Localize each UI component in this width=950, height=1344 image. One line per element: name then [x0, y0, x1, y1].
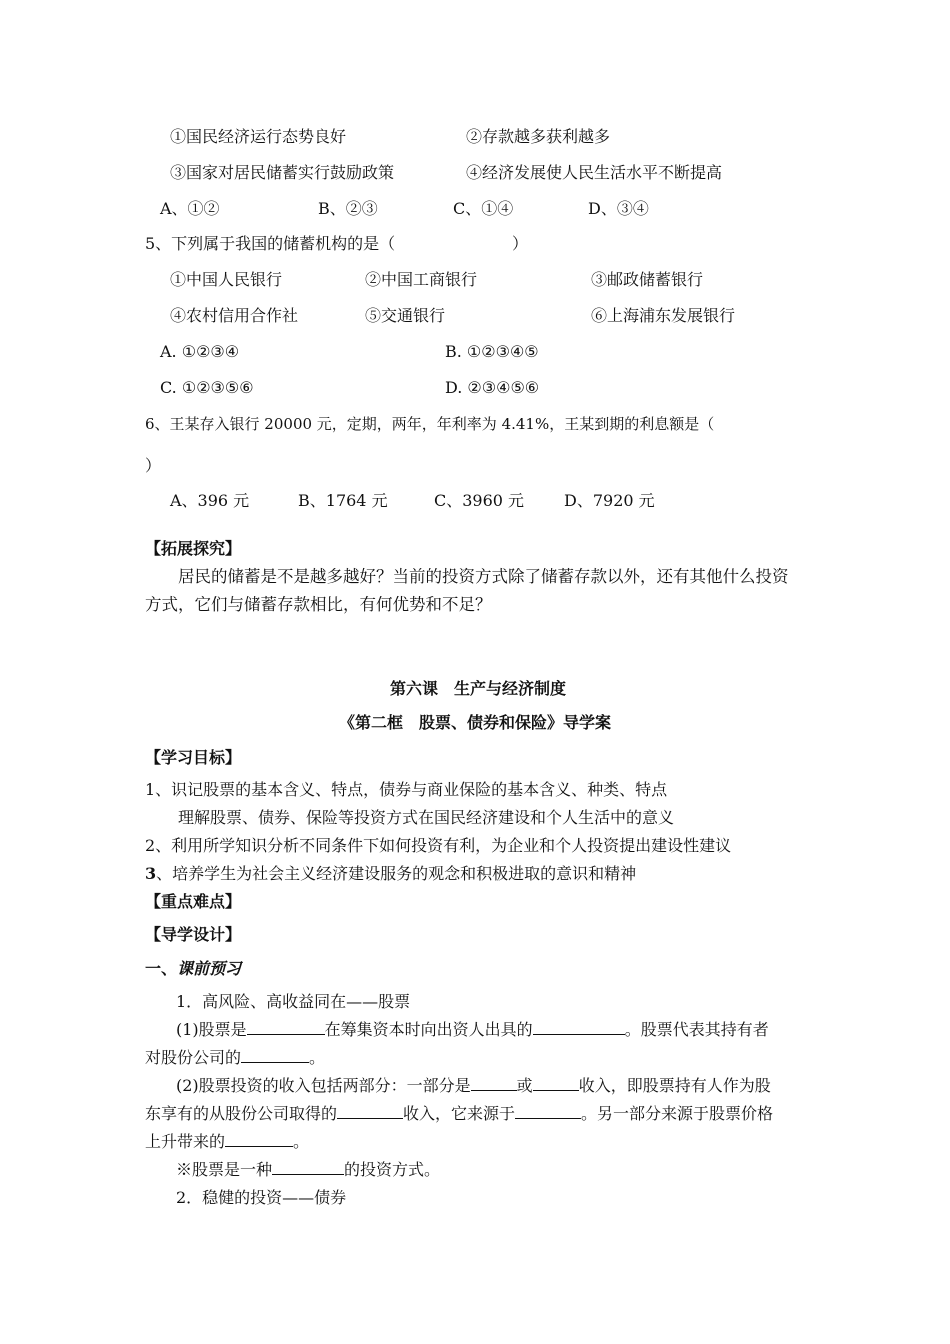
- stock-note: [176, 1159, 440, 1181]
- stock-income-line3: [145, 1131, 309, 1153]
- key-points-heading: 【重点难点】: [145, 892, 242, 911]
- preview-heading-text: 课前预习: [177, 959, 242, 978]
- q4-option-4: ④经济发展使人民生活水平不断提高: [466, 163, 723, 182]
- q5-option-2: ②中国工商银行: [365, 270, 478, 289]
- design-heading: 【导学设计】: [145, 925, 242, 944]
- text-segment: 对股份公司的: [145, 1048, 242, 1067]
- stock-income-line2: [145, 1103, 773, 1125]
- text-segment: ※股票是一种: [176, 1160, 273, 1179]
- q5-option-6: ⑥上海浦东发展银行: [591, 306, 736, 325]
- goal-item-1: 1、识记股票的基本含义、特点，债券与商业保险的基本含义、种类、特点: [145, 780, 668, 799]
- blank-dividend[interactable]: [471, 1075, 517, 1091]
- q6-choice-d: D、7920 元: [564, 491, 655, 510]
- explore-heading: 【拓展探究】: [145, 539, 242, 558]
- blank-income-type[interactable]: [337, 1103, 403, 1119]
- q5-choice-c: C. ①②③⑤⑥: [160, 378, 254, 397]
- text-segment: 。股票代表其持有者: [624, 1020, 769, 1039]
- blank-income-source[interactable]: [515, 1103, 581, 1119]
- preview-heading-number: 一、: [145, 959, 178, 978]
- explore-text-line2: 方式，它们与储蓄存款相比，有何优势和不足？: [145, 595, 492, 614]
- text-segment: 。: [293, 1132, 310, 1151]
- q5-option-4: ④农村信用合作社: [170, 306, 299, 325]
- q4-choice-d: D、③④: [588, 199, 649, 218]
- q6-choice-c: C、3960 元: [434, 491, 525, 510]
- text-segment: 在筹集资本时向出资人出具的: [324, 1020, 533, 1039]
- q5-option-5: ⑤交通银行: [365, 306, 446, 325]
- stock-section-title: 1．高风险、高收益同在——股票: [176, 992, 411, 1011]
- bond-section-title: 2．稳健的投资——债券: [176, 1188, 347, 1207]
- text-segment: 收入，即股票持有人作为股: [578, 1076, 771, 1095]
- blank-ownership[interactable]: [241, 1047, 309, 1063]
- text-segment: 或: [516, 1076, 533, 1095]
- goal-item-3-number: 3: [145, 864, 157, 883]
- text-segment: 收入，它来源于: [403, 1104, 516, 1123]
- goal-item-2: 2、利用所学知识分析不同条件下如何投资有利，为企业和个人投资提出建设性建议: [145, 836, 732, 855]
- goal-item-3: [145, 863, 636, 885]
- q5-choice-b: B. ①②③④⑤: [445, 342, 539, 361]
- text-segment: (1)股票是: [176, 1020, 247, 1039]
- q5-close-paren: ）: [512, 234, 529, 253]
- q4-option-2: ②存款越多获利越多: [466, 127, 611, 146]
- q5-choice-d: D. ②③④⑤⑥: [445, 378, 540, 397]
- text-segment: 东享有的从股份公司取得的: [145, 1104, 338, 1123]
- q6-choice-a: A、396 元: [170, 491, 250, 510]
- text-segment: 的投资方式。: [344, 1160, 441, 1179]
- q5-option-1: ①中国人民银行: [170, 270, 283, 289]
- goal-item-1-continued: 理解股票、债券、保险等投资方式在国民经济建设和个人生活中的意义: [178, 808, 675, 827]
- lesson-subtitle: 《第二框 股票、债券和保险》导学案: [338, 713, 611, 732]
- q5-option-3: ③邮政储蓄银行: [591, 270, 704, 289]
- blank-certificate[interactable]: [533, 1019, 625, 1035]
- blank-investment-type[interactable]: [272, 1159, 344, 1175]
- q5-stem: 5、下列属于我国的储蓄机构的是（: [145, 234, 396, 253]
- q4-choice-a: A、①②: [160, 199, 220, 218]
- preview-heading: [145, 958, 241, 980]
- blank-price-gain[interactable]: [225, 1131, 293, 1147]
- lesson-title: 第六课 生产与经济制度: [389, 679, 566, 698]
- text-segment: 。另一部分来源于股票价格: [581, 1104, 774, 1123]
- q6-stem: 6、王某存入银行 20000 元，定期，两年，年利率为 4.41%，王某到期的利息额是（: [145, 415, 715, 433]
- stock-definition-line2: [145, 1047, 325, 1069]
- q4-option-3: ③国家对居民储蓄实行鼓励政策: [170, 163, 395, 182]
- q6-choice-b: B、1764 元: [298, 491, 388, 510]
- goal-item-3-text: 、培养学生为社会主义经济建设服务的观念和积极进取的意识和精神: [156, 864, 637, 883]
- text-segment: 。: [309, 1048, 326, 1067]
- text-segment: 上升带来的: [145, 1132, 226, 1151]
- q4-option-1: ①国民经济运行态势良好: [170, 127, 347, 146]
- q4-choice-c: C、①④: [453, 199, 514, 218]
- stock-income-line1: [176, 1075, 771, 1097]
- q6-close-paren: ）: [145, 456, 162, 475]
- q4-choice-b: B、②③: [318, 199, 378, 218]
- explore-text-line1: 居民的储蓄是不是越多越好？当前的投资方式除了储蓄存款以外，还有其他什么投资: [178, 567, 789, 586]
- blank-bonus[interactable]: [533, 1075, 579, 1091]
- blank-issuer[interactable]: [247, 1019, 325, 1035]
- goals-heading: 【学习目标】: [145, 748, 242, 767]
- q5-choice-a: A. ①②③④: [160, 342, 240, 361]
- text-segment: (2)股票投资的收入包括两部分：一部分是: [176, 1076, 471, 1095]
- stock-definition-line1: [176, 1019, 769, 1041]
